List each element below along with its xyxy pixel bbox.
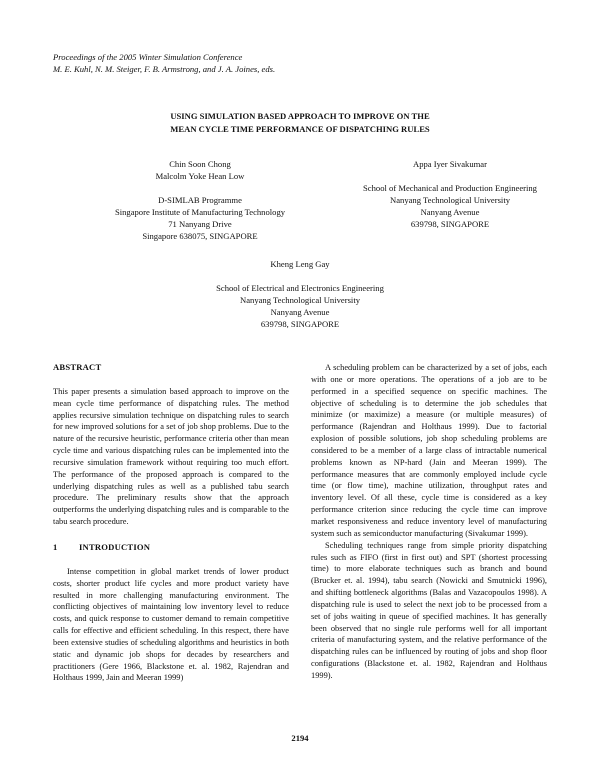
- proceedings-line: Proceedings of the 2005 Winter Simulation Conference: [53, 52, 243, 62]
- author-university: Nanyang Technological University: [240, 295, 360, 305]
- section-number: 1: [53, 541, 58, 552]
- author-institution: Singapore Institute of Manufacturing Technology: [114, 207, 286, 217]
- title-line-2: MEAN CYCLE TIME PERFORMANCE OF DISPATCHING RULES: [170, 124, 430, 134]
- author-school: School of Electrical and Electronics Engineering: [216, 283, 384, 293]
- author-address: 639798, SINGAPORE: [410, 219, 490, 229]
- author-university: Nanyang Technological University: [390, 195, 510, 205]
- author-block-center: [0, 258, 600, 330]
- author-address: Singapore 638075, SINGAPORE: [142, 231, 258, 241]
- right-column: [311, 362, 547, 682]
- paper-title: [0, 110, 600, 136]
- author-address: 639798, SINGAPORE: [260, 319, 340, 329]
- proceedings-header: [53, 51, 275, 75]
- abstract-heading: ABSTRACT: [53, 362, 102, 372]
- editors-line: M. E. Kuhl, N. M. Steiger, F. B. Armstrong, and J. A. Joines, eds.: [53, 64, 276, 74]
- section-title: INTRODUCTION: [79, 541, 151, 552]
- author-name: Chin Soon Chong: [169, 159, 231, 169]
- title-line-1: USING SIMULATION BASED APPROACH TO IMPROVE ON THE: [170, 111, 430, 121]
- author-name: Kheng Leng Gay: [270, 259, 330, 269]
- author-org: D-SIMLAB Programme: [158, 195, 242, 205]
- author-address: 71 Nanyang Drive: [168, 219, 232, 229]
- intro-paragraph: Intense competition in global market trends of lower product costs, shorter product life cycles and more product variety have resulted in more challenging manufacturing environment. The conflicting objectives of maintaining low inventory level to reduce costs, and quick response to customer demand to remain competitive calls for effective and efficient scheduling. In this respect, there have been extensive studies of scheduling algorithms and heuristics in both static and dynamic job shops for decades by researchers and practitioners (Gere 1966, Blackstone et. al. 1982, Rajendran and Holthaus 1999, Jain and Meeran 1999): [53, 566, 289, 683]
- author-name: Appa Iyer Sivakumar: [413, 159, 487, 169]
- abstract-text: This paper presents a simulation based approach to improve on the mean cycle time performance of dispatching rules. The method applies recursive simulation technique on dispatching rules to search for new improved solutions for a set of job shop problems. Due to the nature of the recursive heuristic, performance criteria other than mean cycle time and various dispatching rules can be implemented into the recursive simulation framework without requiring too much effort. The performance of the proposed approach is compared to the underlying dispatching rules as well as a published tabu search procedure. The preliminary results show that the approach outperforms the underlying dispatching rules and is comparable to the tabu search procedure.: [53, 386, 289, 527]
- left-column: [53, 362, 289, 684]
- author-school: School of Mechanical and Production Engineering: [363, 183, 537, 193]
- author-block-right: [290, 158, 600, 230]
- author-address: Nanyang Avenue: [270, 307, 330, 317]
- body-paragraph: A scheduling problem can be characterized by a set of jobs, each with one or more operations. The operations of a job are to be performed in a specified sequence on specific machines. The objective of scheduling is to determine the job schedules that minimize (or maximize) a measure (or multiple measures) of performance (Rajendran and Holthaus 1999). Due to factorial explosion of possible solutions, job shop scheduling problems are considered to be a member of a large class of intractable numerical problems known as NP-hard (Jain and Meeran 1999). The performance measures that are commonly employed include cycle time (or flow time), machine utilization, throughput rates and inventory level. Of all these, cycle time is considered as a key performance criterion since reducing the cycle time can improve market responsiveness and reduce inventory level of manufacturing system such as semiconductor manufacturing (Sivakumar 1999).: [311, 363, 547, 538]
- author-address: Nanyang Avenue: [420, 207, 480, 217]
- section-heading-introduction: [53, 542, 289, 554]
- body-paragraph: Scheduling techniques range from simple priority dispatching rules such as FIFO (first in first out) and SPT (shortest processing time) to more elaborate techniques such as branch and bound (Brucker et. al. 1994), tabu search (Nowicki and Smutnicki 1996), and shifting bottleneck algorithms (Balas and Vazacopoulos 1998). A dispatching rule is used to select the next job to be processed from a set of jobs waiting in queue of specified machines. It has generally been observed that no single rule performs well for all important criteria of manufacturing system, and the relative performance of the dispatching rules can be influenced by routing of jobs and shop floor configurations (Blackstone et. al. 1982, Rajendran and Holthaus 1999).: [311, 540, 547, 680]
- author-name: Malcolm Yoke Hean Low: [155, 171, 245, 181]
- page-number: 2194: [291, 733, 309, 743]
